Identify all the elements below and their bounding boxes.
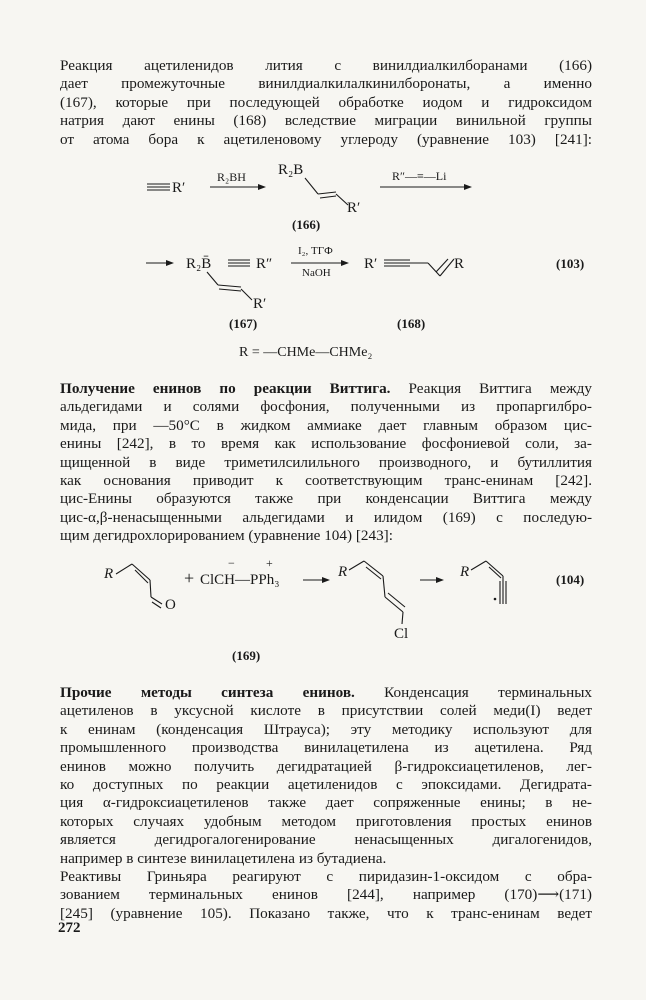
- text-line: мида, при —50°С в жидком аммиаке дает главным образом цис-: [60, 416, 592, 434]
- text-line: ко доступных по реакции ацетиленидов с эпоксидами. Дегидрата-: [60, 776, 592, 794]
- text-line: ция α-гидроксиацетиленов также дает сопряженные енины; в не-: [60, 794, 592, 812]
- vinylborane-r: R′: [347, 200, 361, 216]
- text-line: цис-Енины образуются также при конденсации Виттига между: [60, 490, 592, 508]
- text-line: цис-α,β-ненасыщенными альдегидами и илидом (169) с последую-: [60, 508, 592, 526]
- section-heading: Получение енинов по реакции Виттига.: [60, 380, 391, 397]
- borate-boron: R₂B̄: [186, 256, 212, 272]
- compound-label-166: (166): [292, 217, 321, 232]
- text-line: как основания приводит к соответствующим транс-енинам [242].: [60, 472, 592, 490]
- paragraph-grignard: [60, 868, 592, 923]
- text-line: Реактивы Гриньяра реагируют с пиридазин-1-оксидом с обра-: [60, 868, 592, 885]
- text-line: Получение енинов по реакции Виттига. Реакция Виттига между: [60, 380, 592, 397]
- start-substituent: R′: [172, 180, 186, 196]
- compound-label-167: (167): [229, 316, 258, 331]
- text-line: Реакция ацетиленидов лития с винилдиалкилборанами (166): [60, 57, 592, 74]
- text-line: которых случаях удобным методом приготовления простых енинов: [60, 812, 592, 830]
- text-line: является дегидрогалогенирование ненасыщенных дигалогенидов,: [60, 831, 592, 849]
- text-line: енинов можно получить дегидратацией β-гидроксиацетиленов, лег-: [60, 757, 592, 775]
- aldehyde-oxygen: O: [165, 597, 176, 613]
- text-line: ацетиленов в уксусной кислоте в присутствии солей меди(I) ведет: [60, 702, 592, 720]
- borate-r-double-prime: R″: [256, 256, 273, 272]
- r-group-definition: R = —CHMe—CHMe₂: [239, 345, 373, 360]
- compound-label-168: (168): [397, 316, 426, 331]
- aldehyde-r: R: [104, 566, 114, 582]
- reaction-arrow: [303, 577, 330, 583]
- ylide-charge-minus: −: [228, 556, 235, 570]
- cis-enal-skeleton: [116, 564, 162, 608]
- text-line: дает промежуточные винилдиалкилалкинилборонаты, а именно: [60, 75, 592, 93]
- chlorine: Cl: [394, 626, 409, 642]
- chlorodiene-skeleton: [349, 561, 405, 624]
- reaction-arrow: [420, 577, 444, 583]
- equation-number-104: (104): [556, 572, 585, 587]
- borate-r-prime: R′: [253, 296, 267, 312]
- diene-r: R: [338, 564, 348, 580]
- text-line: промышленного производства винилацетилена из ацетилена. Ряд: [60, 739, 592, 757]
- text-line: щищенной в виде триметилсилильного производного, и бутиллития: [60, 453, 592, 471]
- text-line: например в синтезе винилацетилена из бутадиена.: [60, 849, 387, 867]
- plus-sign: +: [184, 568, 195, 588]
- reagent-lithium-acetylide: R″—≡—Li: [392, 169, 447, 183]
- product-r: R: [454, 256, 465, 272]
- text-line: зованием терминальных енинов [244], например (170)⟶(171): [60, 886, 592, 904]
- reagent-iodine: I₂, ТГФ: [298, 245, 333, 257]
- reagent-hydroborane: R₂BH: [217, 170, 246, 184]
- paragraph-other-methods: [60, 684, 592, 868]
- text-line: (167), которые при последующей обработке иодом и гидроксидом: [60, 93, 592, 111]
- equation-number-103: (103): [556, 256, 585, 271]
- text-line: к енинам (конденсация Штрауса); эту методику используют для: [60, 720, 592, 738]
- text-line: енины [242], в то время как использование фосфониевой соли, за-: [60, 435, 592, 453]
- vinylborane-b: R₂B: [278, 162, 304, 178]
- page-number: 272: [58, 920, 81, 936]
- text-line: [245] (уравнение 105). Показано также, что к транс-енинам ведет: [60, 904, 592, 922]
- product-r-prime: R′: [364, 256, 378, 272]
- compound-label-169: (169): [232, 648, 261, 663]
- text-line: альдегидами и солями фосфония, полученными из пропаргилбро-: [60, 398, 592, 416]
- ylide-formula: ClCH—PPh₃: [200, 572, 280, 588]
- section-heading: Прочие методы синтеза енинов.: [60, 684, 355, 701]
- text-line: щим дегидрохлорированием (уравнение 104) [243]:: [60, 527, 393, 545]
- text-line: от атома бора к ацетиленовому углероду (уравнение 103) [241]:: [60, 130, 592, 148]
- reagent-naoh: NaOH: [302, 267, 331, 279]
- text-line: натрия дают енины (168) вследствие миграции винильной группы: [60, 112, 592, 130]
- cis-enyne-r: R: [460, 564, 470, 580]
- cis-enyne-skeleton: [471, 561, 506, 604]
- text-line: Прочие методы синтеза енинов. Конденсация терминальных: [60, 684, 592, 701]
- ylide-charge-plus: +: [266, 556, 273, 570]
